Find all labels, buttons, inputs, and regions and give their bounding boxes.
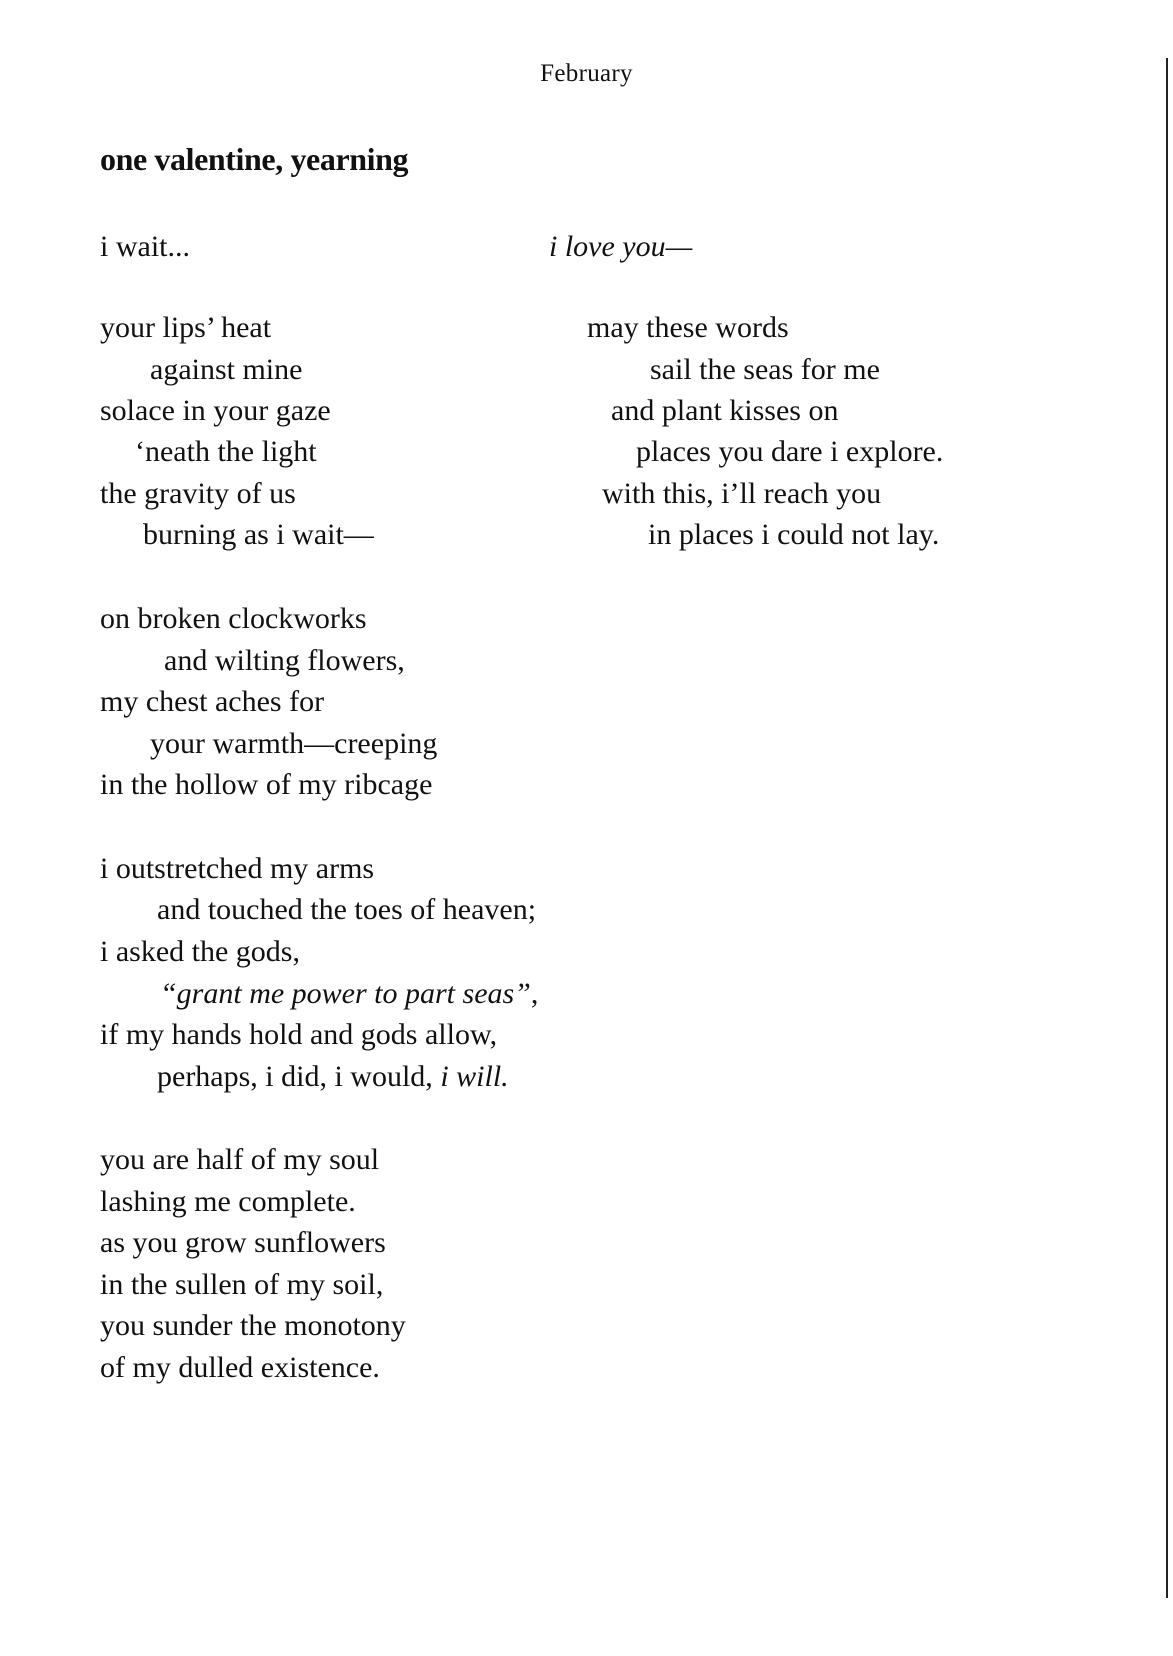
stanza2-line: and wilting flowers,: [164, 644, 405, 677]
emphasized-text: i will.: [440, 1060, 509, 1093]
stanza3-line: i outstretched my arms: [100, 852, 375, 885]
stanza4-line: you sunder the monotony: [100, 1309, 406, 1342]
quote-trailing-comma: ,: [530, 977, 539, 1010]
stanza4-line: in the sullen of my soil,: [100, 1268, 384, 1301]
page-header: February: [540, 60, 633, 87]
stanza3-line: if my hands hold and gods allow,: [100, 1018, 498, 1051]
right-stanza-line: in places i could not lay.: [648, 518, 940, 551]
left-opening-line: i wait...: [100, 230, 190, 263]
stanza1-line: ‘neath the light: [135, 435, 317, 468]
right-stanza-line: and plant kisses on: [611, 394, 839, 427]
stanza1-line: your lips’ heat: [100, 311, 272, 344]
stanza2-line: in the hollow of my ribcage: [100, 768, 433, 801]
stanza3-line: [160, 979, 538, 1009]
stanza1-line: against mine: [150, 353, 303, 386]
stanza4-line: of my dulled existence.: [100, 1351, 380, 1384]
right-stanza-line: sail the seas for me: [650, 353, 880, 386]
stanza2-line: your warmth—creeping: [150, 727, 438, 760]
stanza4-line: you are half of my soul: [100, 1143, 380, 1176]
right-stanza-line: may these words: [587, 311, 789, 344]
line-lead-text: perhaps, i did, i would,: [157, 1060, 441, 1093]
right-opening-line: i love you—: [549, 230, 693, 263]
poem-title: one valentine, yearning: [100, 141, 409, 177]
page-edge: [1166, 58, 1168, 1598]
stanza2-line: on broken clockworks: [100, 602, 367, 635]
stanza2-line: my chest aches for: [100, 685, 325, 718]
stanza4-line: lashing me complete.: [100, 1185, 356, 1218]
stanza4-line: as you grow sunflowers: [100, 1226, 386, 1259]
quoted-plea: “grant me power to part seas”: [160, 977, 531, 1010]
stanza1-line: burning as i wait—: [143, 518, 374, 551]
stanza3-line: i asked the gods,: [100, 935, 300, 968]
stanza3-line: and touched the toes of heaven;: [157, 893, 537, 926]
stanza1-line: the gravity of us: [100, 477, 296, 510]
right-stanza-line: with this, i’ll reach you: [602, 477, 882, 510]
stanza1-line: solace in your gaze: [100, 394, 331, 427]
stanza3-line: [157, 1062, 509, 1092]
right-stanza-line: places you dare i explore.: [636, 435, 944, 468]
